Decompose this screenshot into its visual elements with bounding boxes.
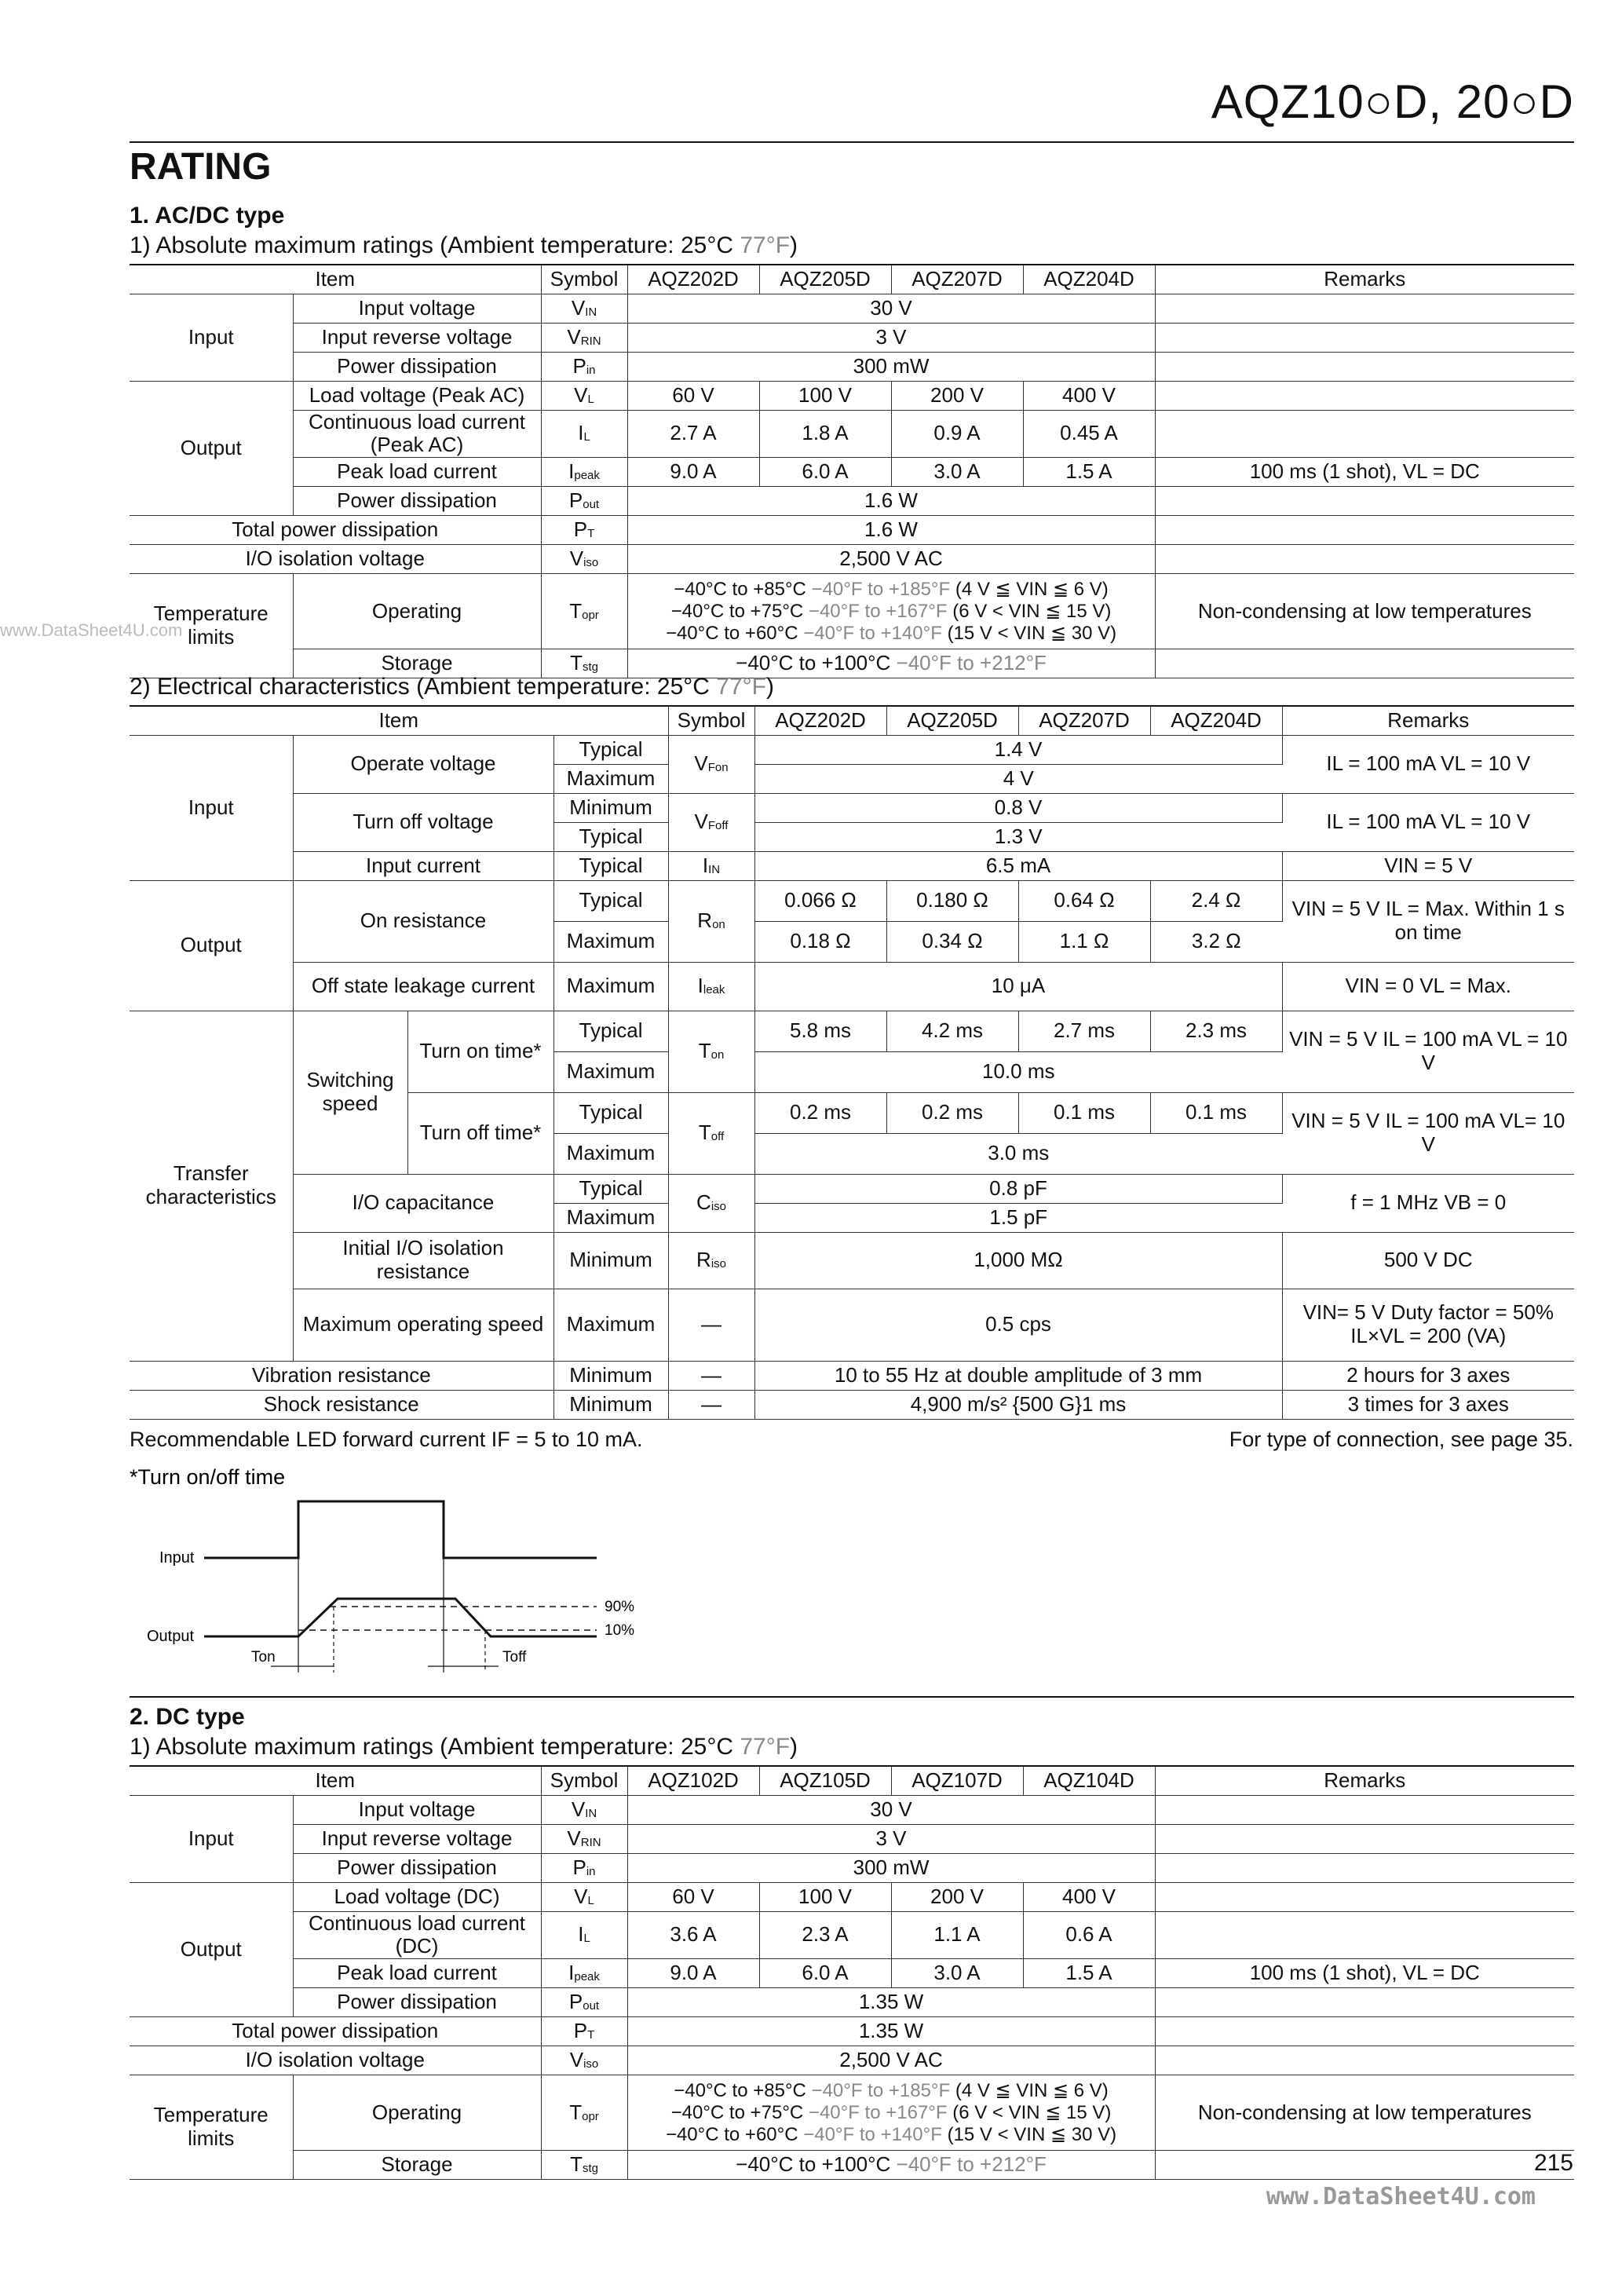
cell: 1.5 pF: [754, 1203, 1282, 1232]
timing-diagram-svg: [130, 1461, 679, 1680]
col-remarks: Remarks: [1155, 265, 1574, 294]
col-model: AQZ107D: [891, 1766, 1023, 1795]
output-waveform: [204, 1599, 597, 1636]
symbol: $P_{in}$: [541, 1853, 627, 1882]
cell: 4 V: [754, 764, 1282, 793]
remark: Non-condensing at low temperatures: [1155, 2075, 1574, 2151]
cell: 1.8 A: [759, 410, 891, 458]
col-model: AQZ202D: [627, 265, 759, 294]
remark: VIN = 0 VL = Max.: [1282, 962, 1574, 1011]
condition: Maximum: [553, 764, 668, 793]
cell: 1,000 MΩ: [754, 1232, 1282, 1289]
row-label: Input reverse voltage: [293, 323, 541, 352]
symbol: $V_L$: [541, 381, 627, 410]
row-label: Input voltage: [293, 294, 541, 323]
row-label: Initial I/O isolation resistance: [293, 1232, 553, 1289]
condition: Minimum: [553, 1232, 668, 1289]
remark: VIN= 5 V Duty factor = 50% IL×VL = 200 (VA): [1282, 1289, 1574, 1361]
group-temp-limits: Temperature limits: [130, 574, 293, 678]
cell: 0.45 A: [1023, 410, 1155, 458]
rating-title: RATING: [130, 146, 272, 188]
row-label: Power dissipation: [293, 1853, 541, 1882]
symbol: $V_{RIN}$: [541, 1824, 627, 1853]
cell: 300 mW: [627, 1853, 1155, 1882]
row-label: Power dissipation: [293, 1988, 541, 2017]
col-model: AQZ207D: [891, 265, 1023, 294]
symbol: $V_{Foff}$: [668, 793, 754, 851]
symbol: $R_{on}$: [668, 880, 754, 962]
storage-range: −40°C to +100°C −40°F to +212°F: [627, 649, 1155, 678]
symbol: $I_{peak}$: [541, 458, 627, 487]
remark: VIN = 5 V: [1282, 851, 1574, 880]
cell: 0.5 cps: [754, 1289, 1282, 1361]
cell: 2.4 Ω: [1150, 880, 1282, 921]
remark: f = 1 MHz VB = 0: [1282, 1174, 1574, 1232]
col-item: Item: [130, 1766, 541, 1795]
row-label: I/O isolation voltage: [130, 545, 541, 574]
symbol: $T_{stg}$: [541, 2151, 627, 2180]
row-label: Total power dissipation: [130, 2017, 541, 2046]
row-label: Operate voltage: [293, 735, 553, 793]
cell: 1.5 A: [1023, 1959, 1155, 1988]
remark: VIN = 5 V IL = 100 mA VL= 10 V: [1282, 1092, 1574, 1174]
condition: Maximum: [553, 1203, 668, 1232]
symbol: $V_L$: [541, 1882, 627, 1911]
cell: 2.7 ms: [1018, 1011, 1150, 1051]
row-label: Load voltage (DC): [293, 1882, 541, 1911]
timing-diagram: [130, 1461, 679, 1684]
col-model: AQZ102D: [627, 1766, 759, 1795]
row-label: I/O capacitance: [293, 1174, 553, 1232]
section-acdc: 1. AC/DC type: [130, 203, 285, 229]
remark: 2 hours for 3 axes: [1282, 1361, 1574, 1390]
cell: 9.0 A: [627, 1959, 759, 1988]
symbol: $C_{iso}$: [668, 1174, 754, 1232]
condition: Typical: [553, 1174, 668, 1203]
cell: 60 V: [627, 1882, 759, 1911]
row-label: Continuous load current (DC): [293, 1911, 541, 1959]
cell: 2,500 V AC: [627, 545, 1155, 574]
col-item: Item: [130, 265, 541, 294]
row-label: Peak load current: [293, 1959, 541, 1988]
condition: Minimum: [553, 1390, 668, 1419]
row-label: Turn on time*: [407, 1011, 553, 1092]
cell: 2,500 V AC: [627, 2046, 1155, 2075]
cell: 1.1 Ω: [1018, 921, 1150, 962]
col-model: AQZ207D: [1018, 706, 1150, 735]
input-waveform: [204, 1501, 597, 1558]
remark: 3 times for 3 axes: [1282, 1390, 1574, 1419]
symbol: —: [668, 1361, 754, 1390]
page-number: 215: [1533, 2150, 1573, 2176]
cell: 1.4 V: [754, 735, 1282, 764]
cell: 0.8 V: [754, 793, 1282, 822]
toff-label: Toff: [502, 1649, 527, 1665]
cell: 0.9 A: [891, 410, 1023, 458]
col-model: AQZ205D: [886, 706, 1018, 735]
row-label: Peak load current: [293, 458, 541, 487]
cell: 1.1 A: [891, 1911, 1023, 1959]
row-label: Input voltage: [293, 1795, 541, 1824]
col-item: Item: [130, 706, 668, 735]
symbol: $V_{IN}$: [541, 1795, 627, 1824]
dc-abs-caption: 1) Absolute maximum ratings (Ambient temperature: 25°C 77°F): [130, 1734, 798, 1760]
row-label: Power dissipation: [293, 487, 541, 516]
cell: 10.0 ms: [754, 1051, 1282, 1092]
condition: Minimum: [553, 793, 668, 822]
group-output: Output: [130, 381, 293, 516]
col-symbol: Symbol: [541, 1766, 627, 1795]
row-label: Power dissipation: [293, 352, 541, 381]
cell: 6.0 A: [759, 1959, 891, 1988]
remark: IL = 100 mA VL = 10 V: [1282, 793, 1574, 851]
output-label: Output: [147, 1628, 195, 1645]
col-model: AQZ204D: [1023, 265, 1155, 294]
remark: 100 ms (1 shot), VL = DC: [1155, 458, 1574, 487]
diagram-caption: *Turn on/off time: [130, 1465, 286, 1489]
cell: 3.0 A: [891, 1959, 1023, 1988]
cell: 0.64 Ω: [1018, 880, 1150, 921]
acdc-elec-caption: 2) Electrical characteristics (Ambient temperature: 25°C 77°F): [130, 674, 774, 700]
condition: Typical: [553, 822, 668, 851]
condition: Typical: [553, 1011, 668, 1051]
cell: 6.0 A: [759, 458, 891, 487]
operating-range: −40°C to +85°C −40°F to +185°F (4 V ≦ VIN ≦ 6 V) −40°C to +75°C −40°F to +167°F (6 V < VIN ≦ 15 V) −40°C to +60°C −40°F to +140°F (15 V < VIN ≦ 30 V): [627, 574, 1155, 649]
cell: 3.2 Ω: [1150, 921, 1282, 962]
watermark-bottom: www.DataSheet4U.com: [1266, 2183, 1536, 2210]
cell: 400 V: [1023, 381, 1155, 410]
symbol: —: [668, 1390, 754, 1419]
symbol: $T_{on}$: [668, 1011, 754, 1092]
symbol: $I_L$: [541, 410, 627, 458]
row-label: Load voltage (Peak AC): [293, 381, 541, 410]
condition: Maximum: [553, 1051, 668, 1092]
group-output: Output: [130, 1882, 293, 2017]
cell: 2.3 A: [759, 1911, 891, 1959]
condition: Typical: [553, 851, 668, 880]
row-label: Shock resistance: [130, 1390, 553, 1419]
group-input: Input: [130, 735, 293, 880]
col-remarks: Remarks: [1155, 1766, 1574, 1795]
cell: 0.18 Ω: [754, 921, 886, 962]
row-label: Turn off voltage: [293, 793, 553, 851]
cell: 30 V: [627, 294, 1155, 323]
symbol: $I_{IN}$: [668, 851, 754, 880]
row-label: Off state leakage current: [293, 962, 553, 1011]
cell: 5.8 ms: [754, 1011, 886, 1051]
col-symbol: Symbol: [668, 706, 754, 735]
col-symbol: Symbol: [541, 265, 627, 294]
cell: 4.2 ms: [886, 1011, 1018, 1051]
symbol: $P_T$: [541, 2017, 627, 2046]
remark: VIN = 5 V IL = Max. Within 1 s on time: [1282, 880, 1574, 962]
symbol: $V_{iso}$: [541, 545, 627, 574]
cell: 10 to 55 Hz at double amplitude of 3 mm: [754, 1361, 1282, 1390]
ton-label: Ton: [251, 1649, 276, 1665]
symbol: $R_{iso}$: [668, 1232, 754, 1289]
group-input: Input: [130, 1795, 293, 1882]
condition: Maximum: [553, 1289, 668, 1361]
symbol: $I_{leak}$: [668, 962, 754, 1011]
symbol: $V_{iso}$: [541, 2046, 627, 2075]
cell: 6.5 mA: [754, 851, 1282, 880]
remark: 500 V DC: [1282, 1232, 1574, 1289]
dc-abs-table: [130, 1765, 1574, 2180]
cell: 0.1 ms: [1150, 1092, 1282, 1133]
cell: 0.8 pF: [754, 1174, 1282, 1203]
symbol: $T_{opr}$: [541, 574, 627, 649]
symbol: $I_{peak}$: [541, 1959, 627, 1988]
cell: 100 V: [759, 381, 891, 410]
cell: 1.6 W: [627, 487, 1155, 516]
connection-note: For type of connection, see page 35.: [1229, 1428, 1573, 1451]
col-model: AQZ202D: [754, 706, 886, 735]
group-temp-limits: Temperature limits: [130, 2075, 293, 2180]
cell: 200 V: [891, 1882, 1023, 1911]
row-label: Vibration resistance: [130, 1361, 553, 1390]
symbol: —: [668, 1289, 754, 1361]
cell: 200 V: [891, 381, 1023, 410]
group-switching: Switching speed: [293, 1011, 407, 1174]
cell: 2.3 ms: [1150, 1011, 1282, 1051]
condition: Minimum: [553, 1361, 668, 1390]
cell: 60 V: [627, 381, 759, 410]
cell: 0.1 ms: [1018, 1092, 1150, 1133]
cell: 3.0 A: [891, 458, 1023, 487]
header-rule: [130, 141, 1574, 143]
operating-range: −40°C to +85°C −40°F to +185°F (4 V ≦ VIN ≦ 6 V) −40°C to +75°C −40°F to +167°F (6 V < VIN ≦ 15 V) −40°C to +60°C −40°F to +140°F (15 V < VIN ≦ 30 V): [627, 2075, 1155, 2151]
cell: 4,900 m/s² {500 G}1 ms: [754, 1390, 1282, 1419]
symbol: $I_L$: [541, 1911, 627, 1959]
row-label: Input reverse voltage: [293, 1824, 541, 1853]
symbol: $T_{off}$: [668, 1092, 754, 1174]
remark: 100 ms (1 shot), VL = DC: [1155, 1959, 1574, 1988]
group-input: Input: [130, 294, 293, 381]
cell: 2.7 A: [627, 410, 759, 458]
section-dc: 2. DC type: [130, 1704, 245, 1730]
storage-range: −40°C to +100°C −40°F to +212°F: [627, 2151, 1155, 2180]
condition: Typical: [553, 735, 668, 764]
cell: 0.34 Ω: [886, 921, 1018, 962]
cell: 1.35 W: [627, 1988, 1155, 2017]
cell: 0.2 ms: [886, 1092, 1018, 1133]
row-label: Operating: [293, 2075, 541, 2151]
col-model: AQZ104D: [1023, 1766, 1155, 1795]
symbol: $T_{stg}$: [541, 649, 627, 678]
cell: 1.6 W: [627, 516, 1155, 545]
cell: 3.6 A: [627, 1911, 759, 1959]
cell: 300 mW: [627, 352, 1155, 381]
condition: Maximum: [553, 1133, 668, 1174]
group-transfer: Transfer characteristics: [130, 1011, 293, 1361]
group-output: Output: [130, 880, 293, 1011]
acdc-abs-table: [130, 264, 1574, 678]
symbol: $V_{Fon}$: [668, 735, 754, 793]
symbol: $P_{out}$: [541, 487, 627, 516]
cell: 10 μA: [754, 962, 1282, 1011]
symbol: $V_{RIN}$: [541, 323, 627, 352]
cell: 1.35 W: [627, 2017, 1155, 2046]
row-label: Storage: [293, 649, 541, 678]
cell: 1.5 A: [1023, 458, 1155, 487]
section-rule: [130, 1696, 1574, 1698]
cell: 0.066 Ω: [754, 880, 886, 921]
symbol: $P_{in}$: [541, 352, 627, 381]
remark: Non-condensing at low temperatures: [1155, 574, 1574, 649]
col-model: AQZ205D: [759, 265, 891, 294]
row-label: Operating: [293, 574, 541, 649]
row-label: Total power dissipation: [130, 516, 541, 545]
cell: 3 V: [627, 1824, 1155, 1853]
cell: 100 V: [759, 1882, 891, 1911]
condition: Maximum: [553, 962, 668, 1011]
label-10: 10%: [605, 1622, 635, 1639]
symbol: $T_{opr}$: [541, 2075, 627, 2151]
row-label: Input current: [293, 851, 553, 880]
condition: Typical: [553, 1092, 668, 1133]
watermark-left: www.DataSheet4U.com: [0, 620, 183, 640]
cell: 3 V: [627, 323, 1155, 352]
document-title: AQZ10○D, 20○D: [1211, 75, 1574, 128]
col-remarks: Remarks: [1282, 706, 1574, 735]
row-label: Turn off time*: [407, 1092, 553, 1174]
label-90: 90%: [605, 1599, 635, 1615]
remark: VIN = 5 V IL = 100 mA VL = 10 V: [1282, 1011, 1574, 1092]
row-label: Storage: [293, 2151, 541, 2180]
cell: 30 V: [627, 1795, 1155, 1824]
cell: 0.180 Ω: [886, 880, 1018, 921]
row-label: Maximum operating speed: [293, 1289, 553, 1361]
col-model: AQZ105D: [759, 1766, 891, 1795]
col-model: AQZ204D: [1150, 706, 1282, 735]
cell: 0.6 A: [1023, 1911, 1155, 1959]
led-note: Recommendable LED forward current IF = 5 to 10 mA.: [130, 1428, 643, 1451]
acdc-elec-table: [130, 705, 1574, 1420]
row-label: Continuous load current (Peak AC): [293, 410, 541, 458]
cell: 3.0 ms: [754, 1133, 1282, 1174]
condition: Maximum: [553, 921, 668, 962]
remark: IL = 100 mA VL = 10 V: [1282, 735, 1574, 793]
symbol: $V_{IN}$: [541, 294, 627, 323]
row-label: On resistance: [293, 880, 553, 962]
cell: 400 V: [1023, 1882, 1155, 1911]
acdc-abs-caption: 1) Absolute maximum ratings (Ambient temperature: 25°C 77°F): [130, 232, 798, 258]
input-label: Input: [159, 1549, 195, 1567]
cell: 9.0 A: [627, 458, 759, 487]
cell: 1.3 V: [754, 822, 1282, 851]
symbol: $P_T$: [541, 516, 627, 545]
row-label: I/O isolation voltage: [130, 2046, 541, 2075]
condition: Typical: [553, 880, 668, 921]
cell: 0.2 ms: [754, 1092, 886, 1133]
symbol: $P_{out}$: [541, 1988, 627, 2017]
